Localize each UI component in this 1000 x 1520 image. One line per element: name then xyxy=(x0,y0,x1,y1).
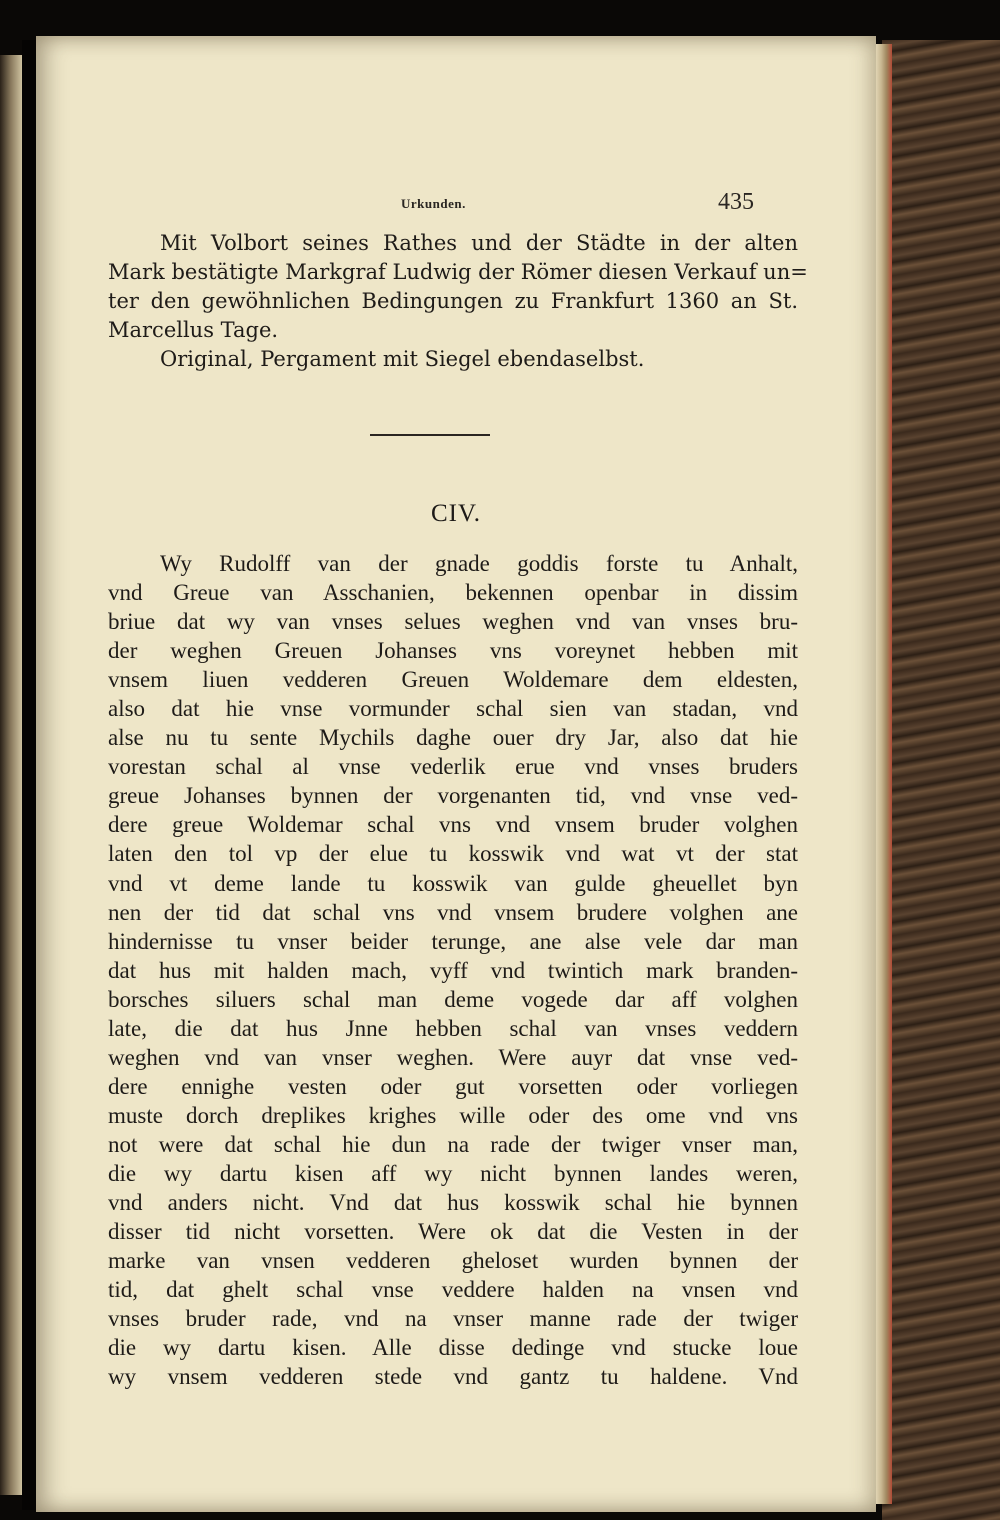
charter-text xyxy=(108,549,798,1391)
text-line: Original, Pergament mit Siegel ebendaselbst. xyxy=(160,347,645,371)
text-line: borsches siluers schal man deme vogede dar aff volghen xyxy=(108,986,798,1012)
text-line: nen der tid dat schal vns vnd vnsem brudere volghen ane xyxy=(108,899,798,925)
text-line: laten den tol vp der elue tu kosswik vnd wat vt der stat xyxy=(108,841,798,867)
text-line: die wy dartu kisen. Alle disse dedinge vnd stucke loue xyxy=(108,1335,798,1361)
text-line: vorestan schal al vnse vederlik erue vnd vnses bruders xyxy=(108,754,798,780)
text-line: Mark bestätigte Markgraf Ludwig der Römer diesen Verkauf un= xyxy=(108,260,808,284)
text-line: dere ennighe vesten oder gut vorsetten oder vorliegen xyxy=(108,1073,798,1099)
text-line: marke van vnsen vedderen gheloset wurden bynnen der xyxy=(108,1248,798,1274)
text-line: vnsem liuen vedderen Greuen Woldemare dem eldesten, xyxy=(108,667,798,693)
text-line: alse nu tu sente Mychils daghe ouer dry Jar, also dat hie xyxy=(108,725,798,751)
section-divider xyxy=(370,434,490,436)
text-line: dat hus mit halden mach, vyff vnd twintich mark branden- xyxy=(108,957,798,983)
section-number: CIV. xyxy=(430,500,482,527)
text-line: not were dat schal hie dun na rade der twiger vnser man, xyxy=(108,1131,798,1157)
page-stack-edge xyxy=(874,44,892,1504)
text-line: vnd vt deme lande tu kosswik van gulde gheuellet byn xyxy=(108,870,798,896)
text-line: greue Johanses bynnen der vorgenanten tid, vnd vnse ved- xyxy=(108,783,798,809)
text-line: ter den gewöhnlichen Bedingungen zu Frankfurt 1360 an St. xyxy=(108,289,798,313)
text-line: die wy dartu kisen aff wy nicht bynnen landes weren, xyxy=(108,1160,798,1186)
text-line: also dat hie vnse vormunder schal sien van stadan, vnd xyxy=(108,696,798,722)
text-line: vnses bruder rade, vnd na vnser manne rade der twiger xyxy=(108,1306,798,1332)
text-line: Marcellus Tage. xyxy=(108,318,279,342)
left-page-edge xyxy=(0,55,22,1495)
marbled-cover-edge xyxy=(882,40,1000,1520)
text-line: vnd anders nicht. Vnd dat hus kosswik schal hie bynnen xyxy=(108,1190,798,1216)
text-line: late, die dat hus Jnne hebben schal van vnses veddern xyxy=(108,1015,798,1041)
book-gutter xyxy=(22,40,36,1510)
page-number: 435 xyxy=(718,189,754,215)
text-line: Mit Volbort seines Rathes und der Städte in der alten xyxy=(160,231,798,255)
text-line: Wy Rudolff van der gnade goddis forste tu Anhalt, xyxy=(160,551,798,576)
running-head: Urkunden. xyxy=(401,196,466,211)
text-line: weghen vnd van vnser weghen. Were auyr dat vnse ved- xyxy=(108,1044,798,1070)
text-line: disser tid nicht vorsetten. Were ok dat die Vesten in der xyxy=(108,1219,798,1245)
text-line: muste dorch dreplikes krighes wille oder des ome vnd vns xyxy=(108,1102,798,1128)
text-line: der weghen Greuen Johanses vns voreynet hebben mit xyxy=(108,638,798,664)
text-line: tid, dat ghelt schal vnse veddere halden na vnsen vnd xyxy=(108,1277,798,1303)
book-page xyxy=(36,36,876,1512)
text-line: wy vnsem vedderen stede vnd gantz tu haldene. Vnd xyxy=(108,1364,798,1390)
german-paragraph xyxy=(108,229,808,374)
text-line: briue dat wy van vnses selues weghen vnd van vnses bru- xyxy=(108,609,798,635)
text-line: hindernisse tu vnser beider terunge, ane alse vele dar man xyxy=(108,928,798,954)
text-line: dere greue Woldemar schal vns vnd vnsem bruder volghen xyxy=(108,812,798,838)
text-line: vnd Greue van Asschanien, bekennen openbar in dissim xyxy=(108,580,798,606)
